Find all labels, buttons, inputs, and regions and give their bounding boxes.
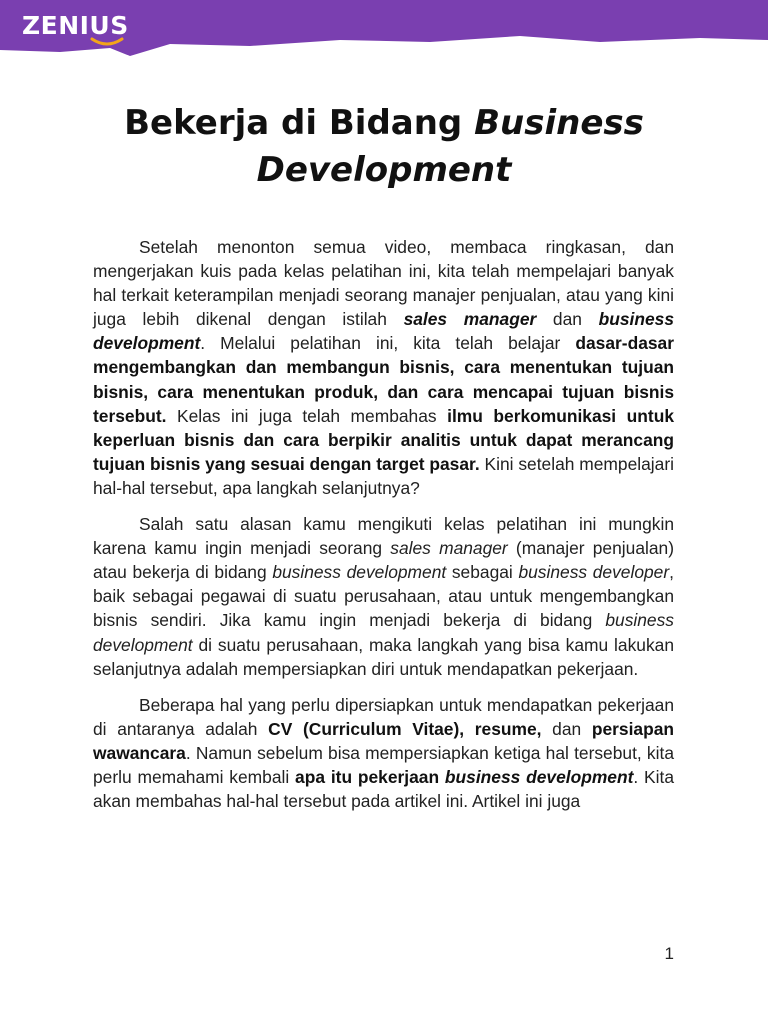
text-run: sales manager (390, 538, 508, 559)
text-run: . Kita akan membahas hal-hal tersebut pada artikel ini. Artikel ini juga (93, 766, 674, 812)
text-run: dan (541, 718, 592, 739)
text-run: CV (Curriculum Vitae), resume, (268, 718, 542, 739)
page-title (60, 100, 708, 194)
text-run: . Namun sebelum bisa mempersiapkan ketiga hal tersebut, kita perlu memahami kembali (93, 742, 674, 787)
logo-smile-icon (90, 37, 124, 47)
text-run: apa itu pekerjaan (295, 766, 445, 787)
title-part1: Bekerja di Bidang (124, 103, 475, 143)
text-run: sebagai (446, 562, 519, 583)
zenius-logo: ZENIUS (22, 11, 129, 40)
text-run: Salah satu alasan kamu mengikuti kelas pelatihan ini mungkin karena kamu ingin menjadi seorang (93, 514, 674, 559)
text-run: dan (536, 309, 599, 330)
text-run: Kelas ini juga telah membahas (166, 405, 448, 426)
text-run: business development (444, 766, 634, 787)
text-run: business developer (518, 562, 670, 583)
article-body (93, 235, 674, 825)
text-run: Kini setelah mempelajari hal-hal tersebut, apa langkah selanjutnya? (93, 453, 674, 498)
text-run: Setelah menonton semua video, membaca ringkasan, dan mengerjakan kuis pada kelas pelatihan ini, kita telah mempelajari banyak hal terkait keterampilan menjadi seorang manajer penjualan, atau yang kini juga lebih dikenal dengan istilah (93, 237, 674, 330)
text-run: sales manager (403, 309, 537, 330)
text-run: dasar-dasar mengembangkan dan membangun bisnis, cara menentukan tujuan bisnis, cara menentukan produk, dan cara mencapai tujuan bisnis tersebut. (93, 333, 674, 426)
text-run: business development (93, 610, 674, 655)
text-run: , baik sebagai pegawai di suatu perusahaan, atau untuk mengembangkan bisnis sendiri. Jika kamu ingin menjadi bekerja di bidang (93, 562, 674, 631)
text-run: (manajer penjualan) atau bekerja di bidang (93, 538, 674, 583)
text-run: business development (272, 562, 447, 583)
paragraph-1 (93, 235, 674, 500)
page-number: 1 (664, 944, 674, 963)
text-run: Beberapa hal yang perlu dipersiapkan untuk mendapatkan pekerjaan di antaranya adalah (93, 694, 674, 739)
text-run: . Melalui pelatihan ini, kita telah belajar (200, 333, 576, 354)
paragraph-3 (93, 693, 674, 813)
header-band (0, 0, 768, 62)
title-part2: Business (474, 103, 644, 143)
text-run: ilmu berkomunikasi untuk keperluan bisnis dan cara berpikir analitis untuk dapat merancang tujuan bisnis yang sesuai dengan target pasar. (93, 405, 674, 474)
text-run: persiapan wawancara (93, 718, 674, 763)
text-run: business development (93, 309, 675, 354)
paragraph-2 (93, 512, 674, 681)
text-run: di suatu perusahaan, maka langkah yang bisa kamu lakukan selanjutnya adalah mempersiapkan diri untuk mendapatkan pekerjaan. (93, 634, 674, 679)
title-part3: Development (256, 150, 512, 190)
